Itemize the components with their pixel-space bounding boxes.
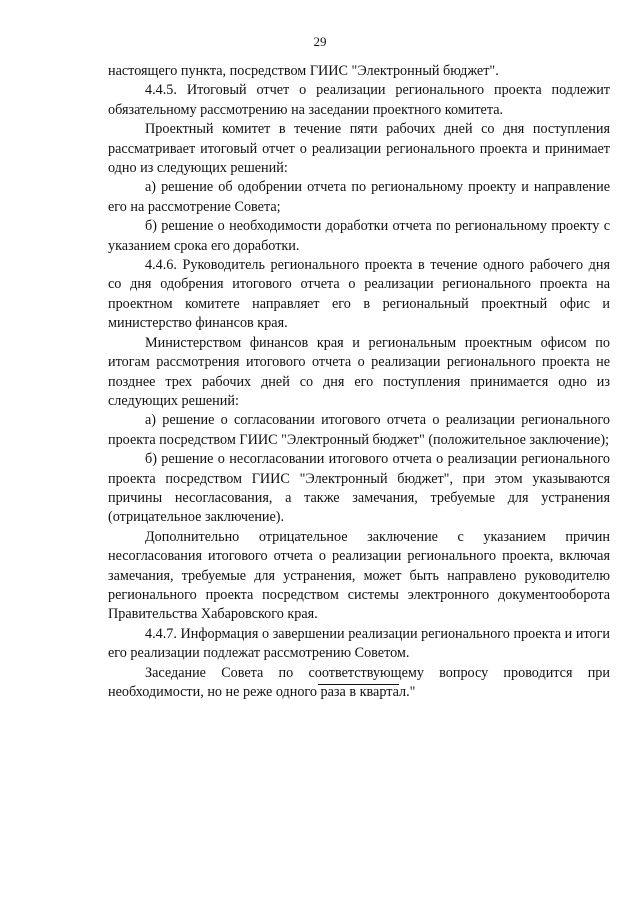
paragraph-option-b-revision: б) решение о необходимости доработки отчета по региональному проекту с указанием срока его доработки. bbox=[108, 218, 610, 254]
paragraph-4-4-7: 4.4.7. Информация о завершении реализации регионального проекта и итоги его реализации подлежат рассмотрению Советом. bbox=[108, 625, 610, 662]
end-of-text-rule bbox=[318, 684, 399, 685]
paragraph-negative-conclusion: Дополнительно отрицательное заключение с указанием причин несогласования итогового отчета о реализации регионального проекта, включая замечания, требуемые для устранения, может быть направлено руководителю регионального проекта посредством системы электронного документооборота Правительства Хабаровского края. bbox=[108, 528, 610, 623]
paragraph-4-4-6: 4.4.6. Руководитель регионального проекта в течение одного рабочего дня со дня одобрения итогового отчета о реализации регионального проекта на проектном комитете направляет его в региональный проектный офис и министерство финансов края. bbox=[108, 257, 610, 332]
paragraph-option-a-approval: а) решение об одобрении отчета по региональному проекту и направление его на рассмотрение Совета; bbox=[108, 179, 610, 215]
paragraph-4-4-5: 4.4.5. Итоговый отчет о реализации регионального проекта подлежит обязательному рассмотрению на заседании проектного комитета. bbox=[108, 82, 610, 118]
page-number: 29 bbox=[313, 34, 327, 49]
paragraph-option-b-disagreement: б) решение о несогласовании итогового отчета о реализации регионального проекта посредством ГИИС "Электронный бюджет", при этом указываются причины несогласования, а также замечания, требуемые для устранения (отрицательное заключение). bbox=[108, 451, 610, 526]
paragraph-continuation: настоящего пункта, посредством ГИИС "Электронный бюджет". bbox=[108, 63, 499, 79]
paragraph-committee-review: Проектный комитет в течение пяти рабочих дней со дня поступления рассматривает итоговый отчет о реализации регионального проекта и принимает одно из следующих решений: bbox=[108, 121, 610, 177]
paragraph-council-meeting: Заседание Совета по соответствующему вопросу проводится при необходимости, но не реже одного раза в квартал." bbox=[108, 664, 610, 700]
paragraph-ministry-decision: Министерством финансов края и региональным проектным офисом по итогам рассмотрения итогового отчета о реализации регионального проекта не позднее трех рабочих дней со дня его поступления принимается одно из следующих решений: bbox=[108, 334, 610, 409]
paragraph-option-a-agreement: а) решение о согласовании итогового отчета о реализации регионального проекта посредством ГИИС "Электронный бюджет" (положительное заключение); bbox=[108, 412, 610, 448]
document-body bbox=[108, 62, 610, 702]
